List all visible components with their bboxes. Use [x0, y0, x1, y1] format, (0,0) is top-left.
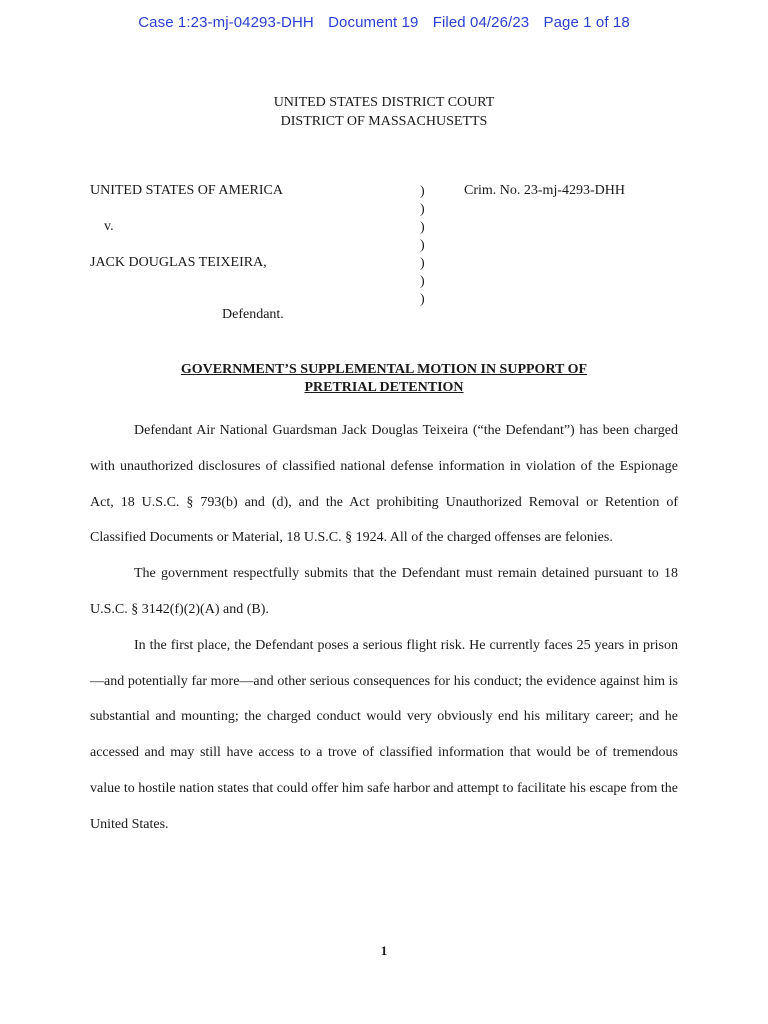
court-name: UNITED STATES DISTRICT COURT — [273, 95, 495, 110]
defendant-label: Defendant. — [222, 307, 284, 322]
ecf-header-stamp — [0, 14, 768, 31]
body-paragraph: In the first place, the Defendant poses a serious flight risk. He currently faces 25 years in prison—and potentially far more—and other serious consequences for his conduct; the evidence against him is substantial and mounting; the charged conduct would very obviously end his military career; and he accessed and may still have access to a trove of classified information that would be of tremendous value to hostile nation states that could offer him safe harbor and attempt to facilitate his escape from the United States. — [90, 637, 678, 832]
caption-paren: ) — [420, 238, 425, 253]
caption-paren: ) — [420, 184, 425, 199]
motion-title-line1: GOVERNMENT’S SUPPLEMENTAL MOTION IN SUPPORT OF — [180, 362, 588, 377]
caption-paren: ) — [420, 202, 425, 217]
motion-title — [0, 361, 768, 397]
caption-paren: ) — [420, 256, 425, 271]
caption-paren: ) — [420, 274, 425, 289]
court-district: DISTRICT OF MASSACHUSETTS — [280, 114, 488, 129]
body-paragraph: The government respectfully submits that the Defendant must remain detained pursuant to 18 U.S.C. § 3142(f)(2)(A) and (B). — [90, 566, 678, 617]
motion-title-line2: PRETRIAL DETENTION — [304, 380, 464, 395]
page-number: 1 — [380, 943, 388, 958]
document-number: Document 19 — [328, 14, 419, 31]
defendant-name: JACK DOUGLAS TEIXEIRA, — [90, 255, 267, 270]
filed-date: Filed 04/26/23 — [432, 14, 530, 31]
caption-parentheses — [420, 183, 425, 309]
body-paragraph: Defendant Air National Guardsman Jack Douglas Teixeira (“the Defendant”) has been charged with unauthorized disclosures of classified national defense information in violation of the Espionage Act, 18 U.S.C. § 793(b) and (d), and the Act prohibiting Unauthorized Removal or Retention of Classified Documents or Material, 18 U.S.C. § 1924. All of the charged offenses are felonies. — [90, 423, 678, 546]
page-indicator: Page 1 of 18 — [543, 14, 630, 31]
versus-label: v. — [104, 219, 114, 234]
court-heading — [0, 93, 768, 131]
caption-paren: ) — [420, 220, 425, 235]
caption-paren: ) — [420, 292, 425, 307]
criminal-number: Crim. No. 23-mj-4293-DHH — [464, 183, 625, 198]
case-number: Case 1:23-mj-04293-DHH — [138, 14, 314, 31]
motion-body — [90, 413, 678, 843]
plaintiff-name: UNITED STATES OF AMERICA — [90, 183, 283, 198]
